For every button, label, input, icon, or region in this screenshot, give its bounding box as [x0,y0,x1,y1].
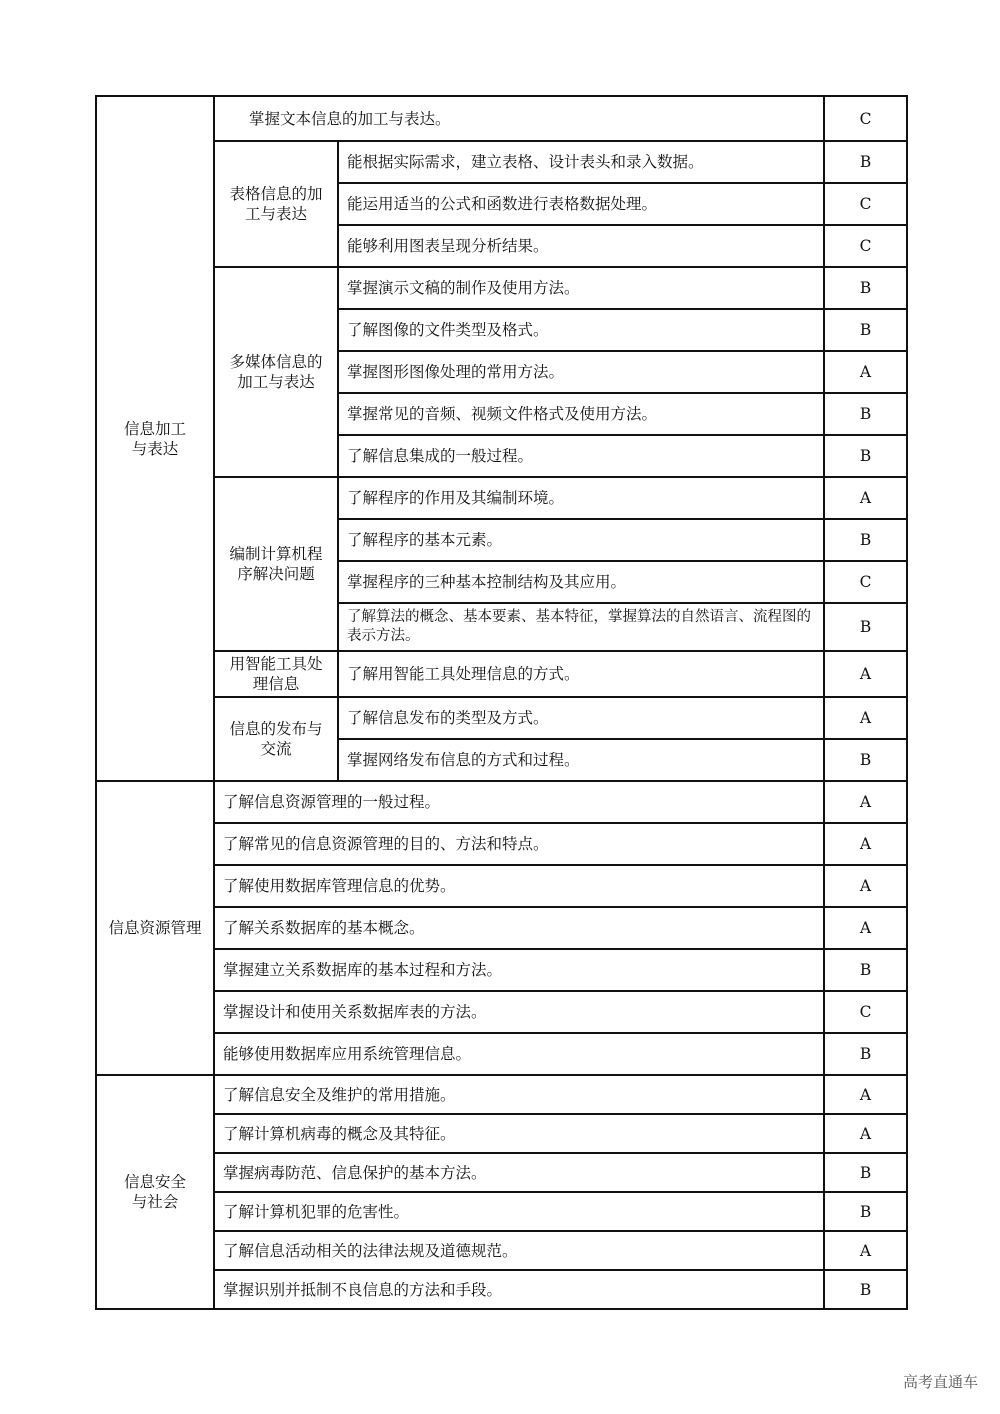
requirement-text: 了解信息发布的类型及方式。 [338,697,824,739]
table-row [96,823,907,865]
requirement-text: 了解用智能工具处理信息的方式。 [338,651,824,697]
table-row [96,1033,907,1075]
level-cell: A [824,1231,907,1270]
requirement-text: 了解算法的概念、基本要素、基本特征，掌握算法的自然语言、流程图的表示方法。 [338,603,824,651]
table-row [96,1192,907,1231]
level-cell: B [824,1153,907,1192]
level-cell: C [824,991,907,1033]
table-row [96,651,907,697]
table-row [96,1231,907,1270]
level-cell: B [824,1033,907,1075]
requirement-text: 能够使用数据库应用系统管理信息。 [214,1033,824,1075]
requirement-text: 了解计算机犯罪的危害性。 [214,1192,824,1231]
level-cell: B [824,1192,907,1231]
table-row [96,949,907,991]
requirement-text: 了解计算机病毒的概念及其特征。 [214,1114,824,1153]
requirement-text: 了解程序的作用及其编制环境。 [338,477,824,519]
table-row [96,477,907,519]
table-row [96,1270,907,1309]
watermark-text: 高考直通车 [902,1373,978,1391]
subtopic-programming: 编制计算机程 序解决问题 [214,477,338,651]
requirement-text: 了解使用数据库管理信息的优势。 [214,865,824,907]
level-cell: B [824,141,907,183]
requirement-text: 了解信息资源管理的一般过程。 [214,781,824,823]
category-info-processing: 信息加工 与表达 [96,96,214,781]
requirement-text: 掌握演示文稿的制作及使用方法。 [338,267,824,309]
category-security-society: 信息安全 与社会 [96,1075,214,1309]
level-cell: A [824,651,907,697]
syllabus-table [95,95,908,1310]
level-cell: A [824,697,907,739]
requirement-text: 了解信息安全及维护的常用措施。 [214,1075,824,1114]
level-cell: B [824,949,907,991]
level-cell: C [824,561,907,603]
subtopic-smart-tools: 用智能工具处 理信息 [214,651,338,697]
level-cell: A [824,865,907,907]
requirement-text: 掌握病毒防范、信息保护的基本方法。 [214,1153,824,1192]
table-row [96,96,907,141]
table-row [96,865,907,907]
requirement-text: 了解图像的文件类型及格式。 [338,309,824,351]
level-cell: A [824,907,907,949]
subtopic-publishing: 信息的发布与 交流 [214,697,338,781]
level-cell: B [824,309,907,351]
requirement-text: 了解信息活动相关的法律法规及道德规范。 [214,1231,824,1270]
level-cell: B [824,519,907,561]
requirement-text: 了解信息集成的一般过程。 [338,435,824,477]
subtopic-table-info: 表格信息的加 工与表达 [214,141,338,267]
requirement-text: 掌握网络发布信息的方式和过程。 [338,739,824,781]
requirement-text: 掌握图形图像处理的常用方法。 [338,351,824,393]
table-row [96,1075,907,1114]
table-row [96,991,907,1033]
level-cell: B [824,267,907,309]
requirement-text: 了解常见的信息资源管理的目的、方法和特点。 [214,823,824,865]
level-cell: C [824,225,907,267]
requirement-text: 了解程序的基本元素。 [338,519,824,561]
subtopic-multimedia: 多媒体信息的 加工与表达 [214,267,338,477]
requirement-text: 掌握文本信息的加工与表达。 [214,96,824,141]
level-cell: C [824,183,907,225]
requirement-text: 掌握识别并抵制不良信息的方法和手段。 [214,1270,824,1309]
level-cell: A [824,351,907,393]
level-cell: A [824,477,907,519]
table-row [96,781,907,823]
table-row [96,141,907,183]
requirement-text: 掌握建立关系数据库的基本过程和方法。 [214,949,824,991]
requirement-text: 掌握程序的三种基本控制结构及其应用。 [338,561,824,603]
level-cell: B [824,393,907,435]
requirement-text: 能根据实际需求，建立表格、设计表头和录入数据。 [338,141,824,183]
requirement-text: 能够利用图表呈现分析结果。 [338,225,824,267]
level-cell: A [824,1114,907,1153]
table-row [96,1114,907,1153]
table-row [96,697,907,739]
level-cell: B [824,603,907,651]
level-cell: C [824,96,907,141]
requirement-text: 掌握常见的音频、视频文件格式及使用方法。 [338,393,824,435]
level-cell: B [824,435,907,477]
level-cell: A [824,823,907,865]
requirement-text: 了解关系数据库的基本概念。 [214,907,824,949]
table-row [96,907,907,949]
category-resource-management: 信息资源管理 [96,781,214,1075]
requirement-text: 能运用适当的公式和函数进行表格数据处理。 [338,183,824,225]
table-row [96,1153,907,1192]
requirement-text: 掌握设计和使用关系数据库表的方法。 [214,991,824,1033]
level-cell: A [824,1075,907,1114]
level-cell: B [824,1270,907,1309]
level-cell: A [824,781,907,823]
table-row [96,267,907,309]
level-cell: B [824,739,907,781]
